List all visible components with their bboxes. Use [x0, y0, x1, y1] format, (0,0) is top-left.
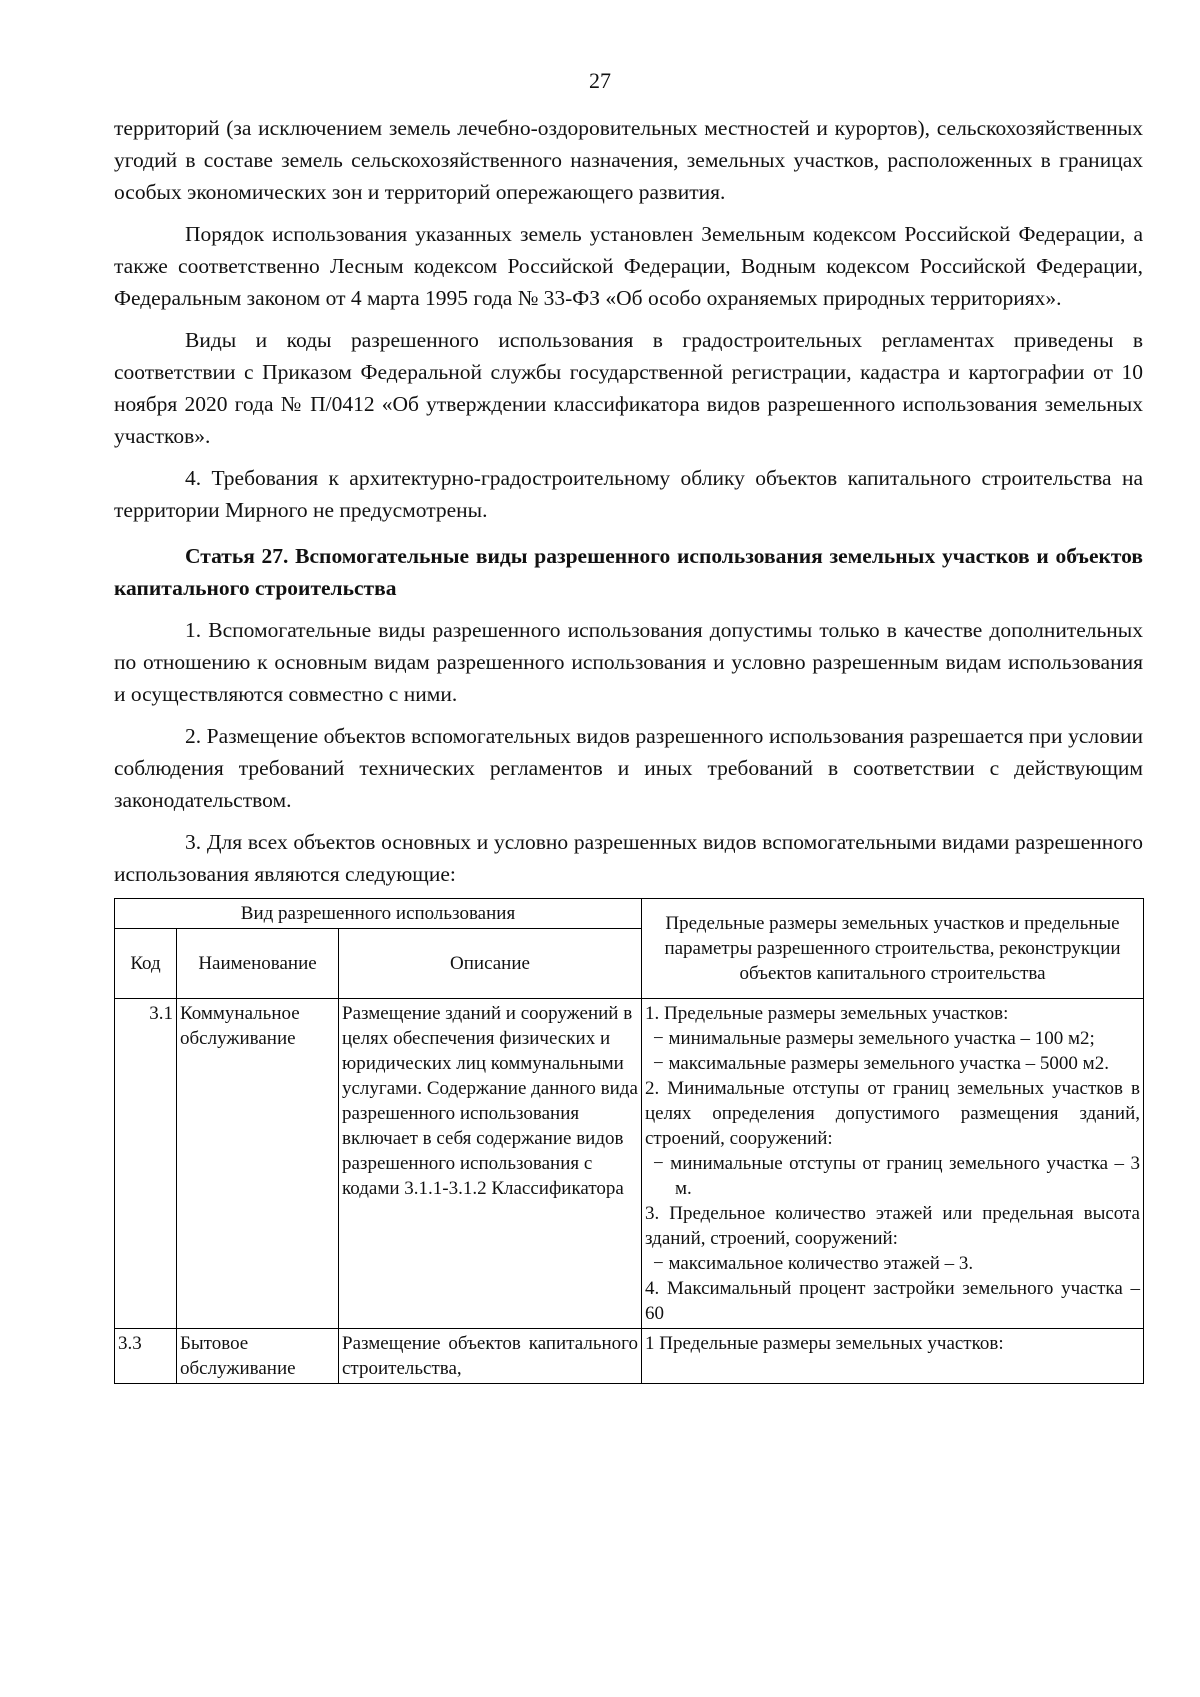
cell-description: Размещение объектов капитального строительства,	[339, 1329, 642, 1384]
paragraph-architecture-requirements: 4. Требования к архитектурно-градостроительному облику объектов капитального строительства на территории Мирного не предусмотрены.	[114, 466, 1143, 522]
paragraph-continuation: территорий (за исключением земель лечебно-оздоровительных местностей и курортов), сельскохозяйственных угодий в составе земель сельскохозяйственного назначения, земельных участков, расположенных в границах особых экономических зон и территорий опережающего развития.	[114, 116, 1143, 204]
cell-code: 3.3	[115, 1329, 177, 1384]
cell-name: Коммунальное обслуживание	[177, 999, 339, 1329]
article-item-1: 1. Вспомогательные виды разрешенного использования допустимы только в качестве дополнительных по отношению к основным видам разрешенного использования и условно разрешенным видам использования и осуществляются совместно с ними.	[114, 618, 1143, 706]
article-title: Статья 27. Вспомогательные виды разрешенного использования земельных участков и объектов капитального строительства	[114, 544, 1143, 600]
page-number: 27	[589, 68, 611, 93]
article-item-2: 2. Размещение объектов вспомогательных видов разрешенного использования разрешается при условии соблюдения требований технических регламентов и иных требований в соответствии с действующим законодательством.	[114, 724, 1143, 812]
header-description: Описание	[339, 929, 642, 999]
limit-line: 4. Максимальный процент застройки земельного участка – 60	[645, 1278, 1140, 1324]
table-row	[115, 999, 1144, 1329]
limit-line: 1 Предельные размеры земельных участков:	[645, 1333, 1004, 1354]
limit-line: − максимальное количество этажей – 3.	[653, 1253, 974, 1274]
article-item-3: 3. Для всех объектов основных и условно разрешенных видов вспомогательными видами разрешенного использования являются следующие:	[114, 830, 1143, 886]
header-limits: Предельные размеры земельных участков и предельные параметры разрешенного строительства, реконструкции объектов капитального строительства	[642, 899, 1144, 999]
cell-description: Размещение зданий и сооружений в целях обеспечения физических и юридических лиц коммунальными услугами. Содержание данного вида разрешенного использования включает в себя содержание видов разрешенного использования с кодами 3.1.1-3.1.2 Классификатора	[339, 999, 642, 1329]
header-use-type: Вид разрешенного использования	[115, 899, 642, 929]
limit-line: − максимальные размеры земельного участка – 5000 м2.	[653, 1053, 1109, 1074]
header-name: Наименование	[177, 929, 339, 999]
cell-limits	[642, 1329, 1144, 1384]
limit-line: 1. Предельные размеры земельных участков:	[645, 1003, 1009, 1024]
auxiliary-use-table	[114, 898, 1144, 1384]
header-code: Код	[115, 929, 177, 999]
limit-line: − минимальные отступы от границ земельного участка – 3 м.	[653, 1153, 1140, 1199]
limit-line: − минимальные размеры земельного участка – 100 м2;	[653, 1028, 1095, 1049]
table-header-row	[115, 899, 1144, 929]
cell-limits	[642, 999, 1144, 1329]
document-body	[114, 112, 1143, 1384]
limit-line: 2. Минимальные отступы от границ земельных участков в целях определения допустимого размещения зданий, строений, сооружений:	[645, 1078, 1140, 1149]
cell-name: Бытовое обслуживание	[177, 1329, 339, 1384]
paragraph-use-codes: Виды и коды разрешенного использования в градостроительных регламентах приведены в соответствии с Приказом Федеральной службы государственной регистрации, кадастра и картографии от 10 ноября 2020 года № П/0412 «Об утверждении классификатора видов разрешенного использования земельных участков».	[114, 328, 1143, 448]
cell-code: 3.1	[115, 999, 177, 1329]
table-row	[115, 1329, 1144, 1384]
limit-line: 3. Предельное количество этажей или предельная высота зданий, строений, сооружений:	[645, 1203, 1140, 1249]
paragraph-land-use-order: Порядок использования указанных земель установлен Земельным кодексом Российской Федерации, а также соответственно Лесным кодексом Российской Федерации, Водным кодексом Российской Федерации, Федеральным законом от 4 марта 1995 года № 33-ФЗ «Об особо охраняемых природных территориях».	[114, 222, 1143, 310]
